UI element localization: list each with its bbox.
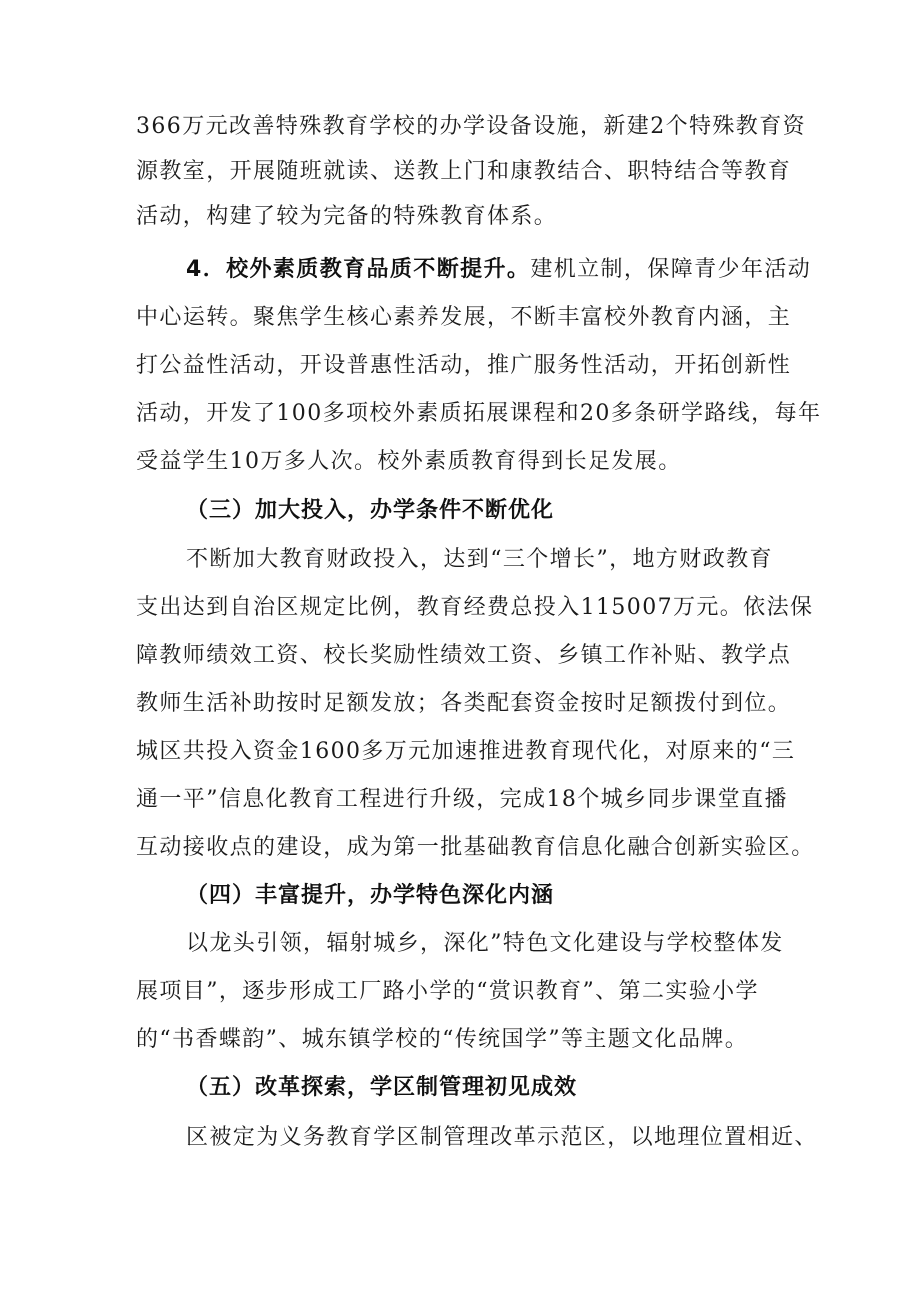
investment-line-3: 障教师绩效工资、校长奖励性绩效工资、乡镇工作补贴、教学点	[136, 643, 792, 668]
features-line-1: 以龙头引领，辐射城乡，深化”特色文化建设与学校整体发	[186, 931, 784, 956]
extracurricular-line-2: 中心运转。聚焦学生核心素养发展，不断丰富校外教育内涵，主	[136, 305, 792, 330]
extracurricular-line-1-text: 建机立制，保障青少年活动	[530, 257, 812, 282]
special-ed-line-2: 源教室，开展随班就读、送教上门和康教结合、职特结合等教育	[136, 159, 792, 184]
heading-section-3: （三）加大投入，办学条件不断优化	[186, 498, 555, 523]
investment-line-1: 不断加大教育财政投入，达到“三个增长”，地方财政教育	[186, 547, 773, 572]
extracurricular-line-4: 活动，开发了100多项校外素质拓展课程和20多条研学路线，每年	[136, 401, 822, 426]
special-ed-line-1: 366万元改善特殊教育学校的办学设备设施，新建2个特殊教育资	[136, 114, 806, 139]
investment-line-6: 通一平”信息化教育工程进行升级，完成18个城乡同步课堂直播	[136, 787, 788, 812]
heading-section-4: （四）丰富提升，办学特色深化内涵	[186, 883, 555, 908]
extracurricular-line-1	[186, 255, 811, 285]
investment-line-5: 城区共投入资金1600多万元加速推进教育现代化，对原来的“三	[136, 739, 796, 764]
heading-section-5: （五）改革探索，学区制管理初见成效	[186, 1075, 578, 1100]
investment-line-2: 支出达到自治区规定比例，教育经费总投入115007万元。依法保	[136, 595, 814, 620]
features-line-3: 的“书香蝶韵”、城东镇学校的“传统国学”等主题文化品牌。	[136, 1027, 749, 1052]
extracurricular-lead: 4．校外素质教育品质不断提升。	[186, 257, 531, 282]
extracurricular-line-5: 受益学生10万多人次。校外素质教育得到长足发展。	[136, 449, 682, 474]
features-line-2: 展项目”，逐步形成工厂路小学的“赏识教育”、第二实验小学	[136, 979, 759, 1004]
extracurricular-line-3: 打公益性活动，开设普惠性活动，推广服务性活动，开拓创新性	[136, 353, 792, 378]
reform-line-1: 区被定为义务教育学区制管理改革示范区，以地理位置相近、	[186, 1125, 818, 1150]
special-ed-line-3: 活动，构建了较为完备的特殊教育体系。	[136, 204, 558, 229]
investment-line-4: 教师生活补助按时足额发放；各类配套资金按时足额拨付到位。	[136, 691, 792, 716]
investment-line-7: 互动接收点的建设，成为第一批基础教育信息化融合创新实验区。	[136, 835, 815, 860]
